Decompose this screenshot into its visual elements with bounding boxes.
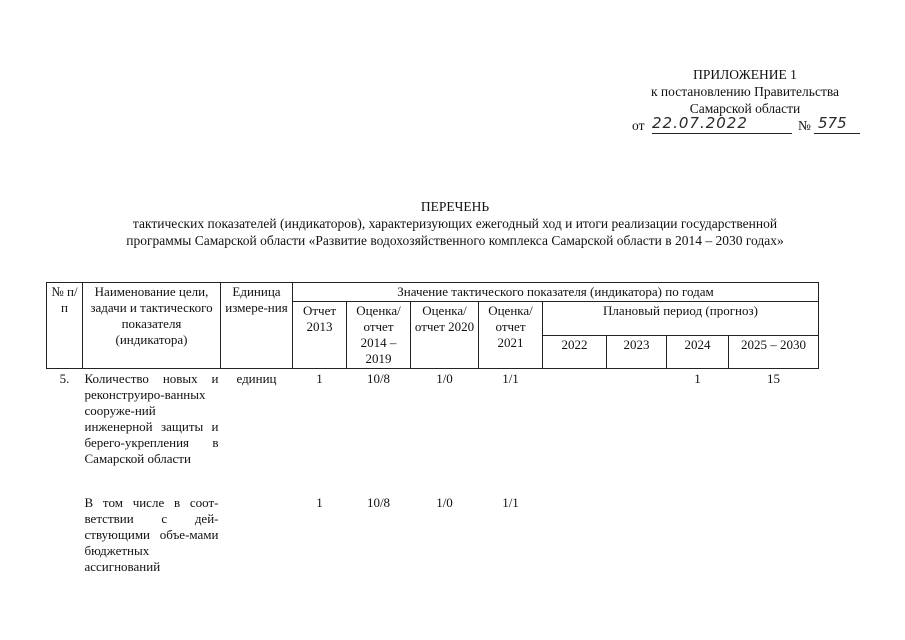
document-title xyxy=(40,198,870,249)
header-2025-2030: 2025 – 2030 xyxy=(729,335,819,369)
header-unit: Единица измере-ния xyxy=(221,283,293,369)
cell-2023 xyxy=(607,369,667,470)
row-spacer xyxy=(47,469,819,493)
header-2022: 2022 xyxy=(543,335,607,369)
cell-report-2013: 1 xyxy=(316,371,323,386)
table-row xyxy=(47,369,819,470)
cell-2023 xyxy=(607,493,667,577)
title-line-1: тактических показателей (индикаторов), характеризующих ежегодный ход и итоги реализации государственной xyxy=(132,216,778,231)
appendix-line-2: Самарской области xyxy=(689,101,801,116)
cell-est-2020: 1/0 xyxy=(436,371,453,386)
cell-unit: единиц xyxy=(236,371,277,386)
header-report-2013: Отчет 2013 xyxy=(293,302,347,369)
handwritten-number: 575 xyxy=(818,114,847,132)
header-name: Наименование цели, задачи и тактического показателя (индикатора) xyxy=(83,283,221,369)
header-est-2014-2019: Оценка/ отчет 2014 – 2019 xyxy=(347,302,411,369)
cell-name: Количество новых и реконструиро-ванных сооруже-ний инженерной защиты и берего-укрепления в Самарской области xyxy=(84,371,219,466)
header-values-group: Значение тактического показателя (индикатора) по годам xyxy=(293,283,819,302)
header-est-2020: Оценка/ отчет 2020 xyxy=(411,302,479,369)
cell-2025-2030: 15 xyxy=(767,371,780,386)
cell-unit xyxy=(221,493,293,577)
number-underline xyxy=(814,133,860,134)
number-label: № xyxy=(798,118,811,133)
cell-num: 5. xyxy=(59,371,70,386)
date-underline xyxy=(652,133,792,134)
cell-est-2014-2019: 10/8 xyxy=(366,495,391,510)
signature-line xyxy=(600,114,890,135)
from-label: от xyxy=(632,118,645,133)
appendix-block xyxy=(600,66,890,135)
appendix-line-1: к постановлению Правительства xyxy=(650,84,840,99)
cell-est-2021: 1/1 xyxy=(502,371,519,386)
cell-num xyxy=(47,493,83,577)
header-num: № п/п xyxy=(47,283,83,369)
appendix-heading: ПРИЛОЖЕНИЕ 1 xyxy=(693,67,797,82)
title-heading: ПЕРЕЧЕНЬ xyxy=(420,199,490,214)
handwritten-date: 22.07.2022 xyxy=(652,114,748,132)
cell-report-2013: 1 xyxy=(316,495,323,510)
cell-2022 xyxy=(543,369,607,470)
cell-est-2014-2019: 10/8 xyxy=(366,371,391,386)
table-row xyxy=(47,493,819,577)
cell-est-2020: 1/0 xyxy=(436,495,453,510)
indicators-table xyxy=(46,282,819,577)
cell-2025-2030 xyxy=(729,493,819,577)
title-line-2: программы Самарской области «Развитие водохозяйственного комплекса Самарской области в 2014 – 2030 годах» xyxy=(126,233,784,248)
header-2023: 2023 xyxy=(607,335,667,369)
header-est-2021: Оценка/ отчет 2021 xyxy=(479,302,543,369)
cell-2022 xyxy=(543,493,607,577)
header-plan-group: Плановый период (прогноз) xyxy=(543,302,819,336)
cell-name: В том числе в соот-ветствии с дей-ствующими объе-мами бюджетных ассигнований xyxy=(84,495,219,574)
cell-est-2021: 1/1 xyxy=(502,495,519,510)
header-2024: 2024 xyxy=(667,335,729,369)
cell-2024 xyxy=(667,493,729,577)
cell-2024: 1 xyxy=(694,371,701,386)
